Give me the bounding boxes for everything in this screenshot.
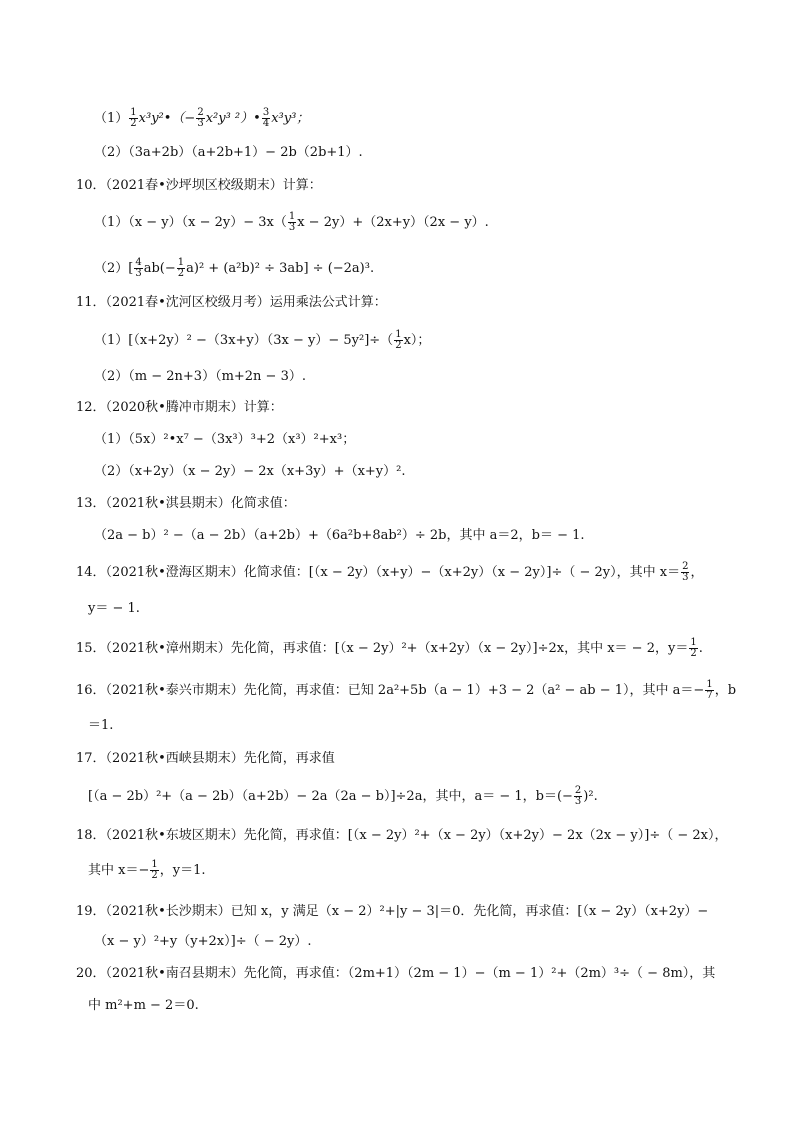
problem-14-body: 14．（2021秋•澄海区期末）化简求值：[（x − 2y）（x+y）−（x+2y）（x − 2y）]÷（ − 2y），其中 x＝ $\frac{2}{3}$ ， <box>76 561 704 583</box>
problem-10-header: 10．（2021春•沙坪坝区校级期末）计算： <box>76 178 322 193</box>
problem-13-body: （2a − b）² −（a − 2b）（a+2b）+（6a²b+8ab²）÷ 2b，其中 a＝2，b＝ − 1. <box>94 528 585 543</box>
problem-16-continued: ＝1. <box>88 718 114 733</box>
fraction: $\frac{1}{2}$ <box>690 637 697 659</box>
fraction: $\frac{1}{2}$ <box>151 859 158 881</box>
fraction: $\frac{4}{3}$ <box>135 257 142 279</box>
problem-10-part-1: （1）（x − y）（x − 2y）− 3x（ $\frac{1}{3}$ x − 2y）+（2x+y）（2x − y）. <box>94 211 489 233</box>
fraction: $\frac{2}{3}$ <box>197 107 204 129</box>
fraction: $\frac{1}{2}$ <box>130 107 137 129</box>
problem-11-part-2: （2）（m − 2n+3）（m+2n − 3）. <box>94 369 306 384</box>
problem-12-part-2: （2）（x+2y）（x − 2y）− 2x（x+3y）+（x+y）². <box>94 464 406 479</box>
problem-13-header: 13．（2021秋•淇县期末）化简求值： <box>76 496 296 511</box>
problem-10-part-2: （2）[ $\frac{4}{3}$ ab(− $\frac{1}{2}$ a)² + (a²b)² ÷ 3ab] ÷ (−2a)³. <box>94 257 375 279</box>
problem-11-part-1: （1）[（x+2y）² −（3x+y）（3x − y）− 5y²]÷（ $\frac{1}{2}$ x）； <box>94 329 431 351</box>
problem-15-body: 15．（2021秋•漳州期末）先化简，再求值：[（x − 2y）²+（x+2y）（x − 2y）]÷2x，其中 x＝ − 2，y＝ $\frac{1}{2}$ . <box>76 637 703 659</box>
problem-18-continued: 其中 x＝− $\frac{1}{2}$ ，y＝1. <box>88 859 206 881</box>
fraction: $\frac{2}{3}$ <box>574 785 582 807</box>
problem-20-body: 20．（2021秋•南召县期末）先化简，再求值：（2m+1）（2m − 1）−（m − 1）²+（2m）³÷（ − 8m），其 <box>76 966 716 981</box>
fraction: $\frac{1}{7}$ <box>706 679 713 701</box>
problem-11-header: 11．（2021春•沈河区校级月考）运用乘法公式计算： <box>76 295 387 310</box>
problem-19-continued: （x − y）²+y（y+2x）]÷（ − 2y）. <box>94 934 312 949</box>
problem-17-body: [（a − 2b）²+（a − 2b）（a+2b）− 2a（2a − b）]÷2a，其中，a＝ − 1，b＝(− $\frac{2}{3}$ )². <box>88 785 598 807</box>
problem-18-body: 18．（2021秋•东坡区期末）先化简，再求值：[（x − 2y）²+（x − 2y）（x+2y）− 2x（2x − y）]÷（ − 2x）， <box>76 828 728 843</box>
problem-17-header: 17．（2021秋•西峡县期末）先化简，再求值 <box>76 751 335 766</box>
problem-16-body: 16．（2021秋•泰兴市期末）先化简，再求值：已知 2a²+5b（a − 1）+3 − 2（a² − ab − 1），其中 a＝− $\frac{1}{7}$ ，b <box>76 679 737 701</box>
fraction: $\frac{1}{3}$ <box>288 211 296 233</box>
problem-20-continued: 中 m²+m − 2＝0. <box>88 998 199 1013</box>
problem-19-body: 19．（2021秋•长沙期末）已知 x，y 满足（x − 2）²+|y − 3|＝0．先化简，再求值：[（x − 2y）（x+2y）− <box>76 904 709 919</box>
problem-12-part-1: （1）（5x）²•x⁷ −（3x³）³+2（x³）²+x³； <box>94 432 356 447</box>
problem-9-part-1: （1） $\frac{1}{2}$ x³y²•（− $\frac{2}{3}$ x²y³ ²）• $\frac{3}{4}$ x³y³； <box>94 107 310 129</box>
problem-12-header: 12．（2020秋•腾冲市期末）计算： <box>76 400 283 415</box>
fraction: $\frac{1}{2}$ <box>177 257 185 279</box>
problem-14-continued: y＝ − 1. <box>88 601 140 616</box>
fraction: $\frac{3}{4}$ <box>262 107 270 129</box>
fraction: $\frac{1}{2}$ <box>395 329 402 351</box>
fraction: $\frac{2}{3}$ <box>682 561 689 583</box>
problem-9-part-2: （2）（3a+2b）（a+2b+1）− 2b（2b+1）. <box>94 145 363 160</box>
